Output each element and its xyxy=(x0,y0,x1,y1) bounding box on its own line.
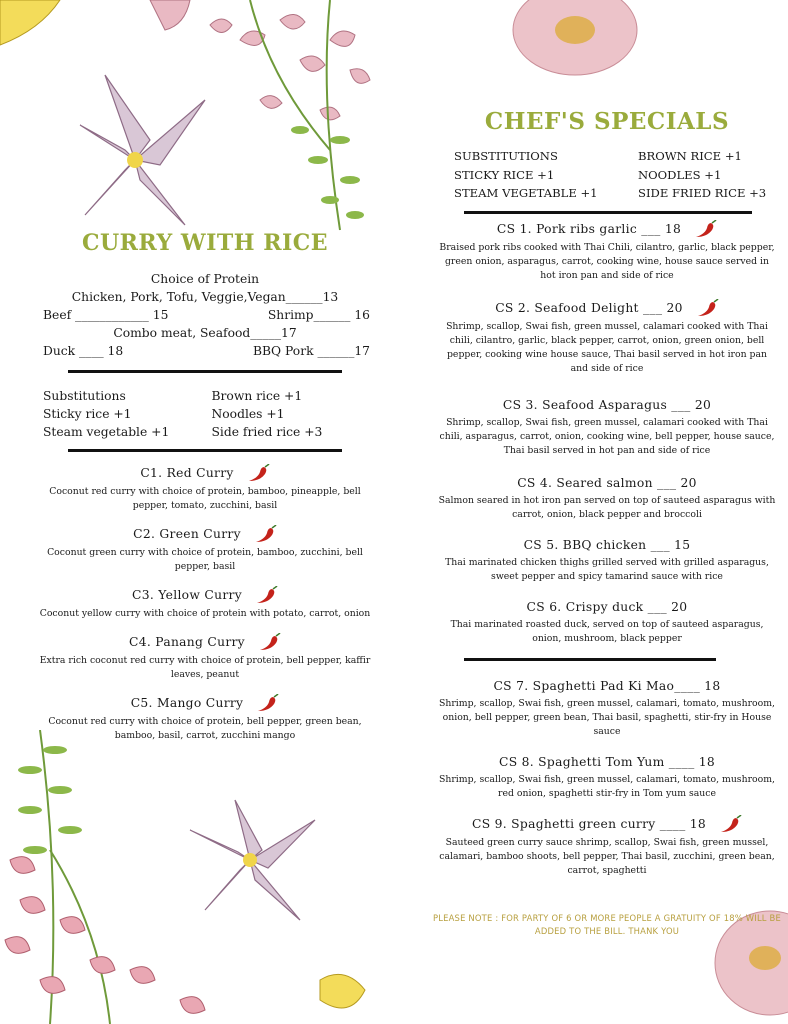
duck-price: Duck ____ 18 xyxy=(43,344,124,358)
item-name: CS 3. Seafood Asparagus ___ 20 xyxy=(502,397,712,412)
item-description: Extra rich coconut red curry with choice of protein, bell pepper, kaffir leaves, peanut xyxy=(39,655,371,680)
menu-item-cs7 xyxy=(432,675,782,739)
item-name: CS 7. Spaghetti Pad Ki Mao____ 18 xyxy=(493,678,721,693)
menu-item-c2 xyxy=(30,523,380,574)
chili-pepper-icon xyxy=(257,694,279,712)
protein-heading: Choice of Protein xyxy=(150,272,260,286)
item-description: Salmon seared in hot iron pan served on top of sauteed asparagus with carrot, onion, black pepper and broccoli xyxy=(438,494,776,520)
specials-substitutions xyxy=(432,147,782,203)
item-name: CS 4. Seared salmon ___ 20 xyxy=(517,475,697,490)
floral-bottom-left-decoration xyxy=(0,730,370,1024)
subs-noodles: NOODLES +1 xyxy=(638,167,722,182)
item-description: Shrimp, scallop, Swai fish, green mussel, calamari cooked with Thai chili, asparagus, carrot, onion, cooking wine, bell pepper, house sauce, Thai basil served in hot pan and side of rice xyxy=(439,416,775,456)
item-description: Thai marinated roasted duck, served on top of sauteed asparagus, onion, mushroom, black pepper xyxy=(450,618,764,644)
specials-section xyxy=(432,108,782,938)
floral-top-left-decoration xyxy=(0,0,400,250)
item-description: Shrimp, scallop, Swai fish, green mussel, calamari cooked with Thai chili, cilantro, garlic, black pepper, carrot, onion, green onion, bell pepper, cooking wine house sauce, Thai basil served in hot iron pan and side of rice xyxy=(446,320,768,374)
subs-side-fried-rice: SIDE FRIED RICE +3 xyxy=(638,186,767,200)
item-name: C5. Mango Curry xyxy=(130,696,244,710)
protein-row-duck-bbq xyxy=(30,342,380,360)
curry-section-title: CURRY WITH RICE xyxy=(81,230,329,256)
subs-sticky-rice: Sticky rice +1 xyxy=(43,407,132,421)
item-description: Coconut red curry with choice of protein, bell pepper, green bean, bamboo, basil, carrot, zucchini mango xyxy=(48,716,362,741)
item-description: Coconut yellow curry with choice of protein with potato, carrot, onion xyxy=(39,608,371,619)
item-description: Shrimp, scallop, Swai fish, green mussel, calamari, tomato, mushroom, onion, bell pepper, green bean, Thai basil, spaghetti, stir-fry in House sauce xyxy=(439,697,775,737)
combo-price: Combo meat, Seafood_____17 xyxy=(113,326,297,340)
item-description: Sauteed green curry sauce shrimp, scallop, Swai fish, green mussel, calamari, bamboo shoots, bell pepper, Thai basil, zucchini, green bean, carrot, spaghetti xyxy=(439,836,775,876)
subs-steam-vegetable: STEAM VEGETABLE +1 xyxy=(454,186,598,200)
curry-section xyxy=(30,230,380,743)
item-name: CS 5. BBQ chicken ___ 15 xyxy=(523,537,691,552)
subs-steam-vegetable: Steam vegetable +1 xyxy=(43,425,170,439)
item-name: CS 8. Spaghetti Tom Yum ____ 18 xyxy=(498,754,715,769)
subs-side-fried-rice: Side fried rice +3 xyxy=(211,425,323,439)
gratuity-note: PLEASE NOTE : FOR PARTY OF 6 OR MORE PEOPLE A GRATUITY OF 18% WILL BE ADDED TO THE BILL. THANK YOU xyxy=(433,912,781,936)
menu-item-cs4 xyxy=(432,472,782,522)
divider xyxy=(68,370,342,373)
menu-item-c4 xyxy=(30,631,380,682)
chili-pepper-icon xyxy=(259,633,281,651)
subs-sticky-rice: STICKY RICE +1 xyxy=(454,167,555,182)
chili-pepper-icon xyxy=(720,815,742,833)
divider xyxy=(464,658,716,661)
item-name: C3. Yellow Curry xyxy=(132,588,242,602)
subs-brown-rice: BROWN RICE +1 xyxy=(638,149,742,163)
item-description: Coconut green curry with choice of protein, bamboo, zucchini, bell pepper, basil xyxy=(47,547,363,572)
chili-pepper-icon xyxy=(256,586,278,604)
protein-pricing xyxy=(30,270,380,360)
menu-item-cs5 xyxy=(432,534,782,584)
menu-item-cs2 xyxy=(432,297,782,376)
specials-section-title: CHEF'S SPECIALS xyxy=(484,108,730,135)
item-name: CS 1. Pork ribs garlic ___ 18 xyxy=(496,221,682,236)
menu-item-cs6 xyxy=(432,596,782,646)
item-name: CS 6. Crispy duck ___ 20 xyxy=(526,599,688,614)
item-name: CS 2. Seafood Delight ___ 20 xyxy=(495,300,683,315)
subs-brown-rice: Brown rice +1 xyxy=(211,389,303,403)
chili-pepper-icon xyxy=(697,299,719,317)
chili-pepper-icon xyxy=(255,525,277,543)
chili-pepper-icon xyxy=(695,220,717,238)
subs-noodles: Noodles +1 xyxy=(211,407,285,421)
bbq-pork-price: BBQ Pork ______17 xyxy=(252,344,370,358)
menu-item-c5 xyxy=(30,692,380,743)
menu-item-c3 xyxy=(30,584,380,621)
item-name: C4. Panang Curry xyxy=(129,635,245,649)
menu-item-cs8 xyxy=(432,751,782,801)
subs-label: SUBSTITUTIONS xyxy=(454,149,558,163)
chili-pepper-icon xyxy=(248,464,270,482)
curry-substitutions xyxy=(30,387,380,441)
beef-price: Beef ____________ 15 xyxy=(43,308,169,322)
subs-label: Substitutions xyxy=(43,389,126,403)
divider xyxy=(464,211,752,214)
protein-row-beef-shrimp xyxy=(30,306,380,324)
shrimp-price: Shrimp______ 16 xyxy=(267,308,370,322)
rose-top-right-decoration xyxy=(505,0,645,80)
protein-standard-price: Chicken, Pork, Tofu, Veggie,Vegan______13 xyxy=(71,290,339,304)
item-description: Braised pork ribs cooked with Thai Chili, cilantro, garlic, black pepper, green onion, asparagus, carrot, cooking wine, house sauce served in hot iron pan and side of rice xyxy=(439,241,775,281)
menu-item-c1 xyxy=(30,462,380,513)
item-description: Shrimp, scallop, Swai fish, green mussel, calamari, tomato, mushroom, red onion, spaghetti stir-fry in Tom yum sauce xyxy=(439,773,775,799)
menu-item-cs1 xyxy=(432,218,782,283)
item-name: C1. Red Curry xyxy=(140,466,234,480)
menu-item-cs3 xyxy=(432,394,782,458)
item-name: CS 9. Spaghetti green curry ____ 18 xyxy=(471,816,706,831)
divider xyxy=(68,449,342,452)
menu-item-cs9 xyxy=(432,813,782,878)
item-description: Coconut red curry with choice of protein, bamboo, pineapple, bell pepper, tomato, zucchini, basil xyxy=(49,486,361,511)
item-name: C2. Green Curry xyxy=(133,527,241,541)
item-description: Thai marinated chicken thighs grilled served with grilled asparagus, sweet pepper and spicy tamarind sauce with rice xyxy=(445,556,769,582)
